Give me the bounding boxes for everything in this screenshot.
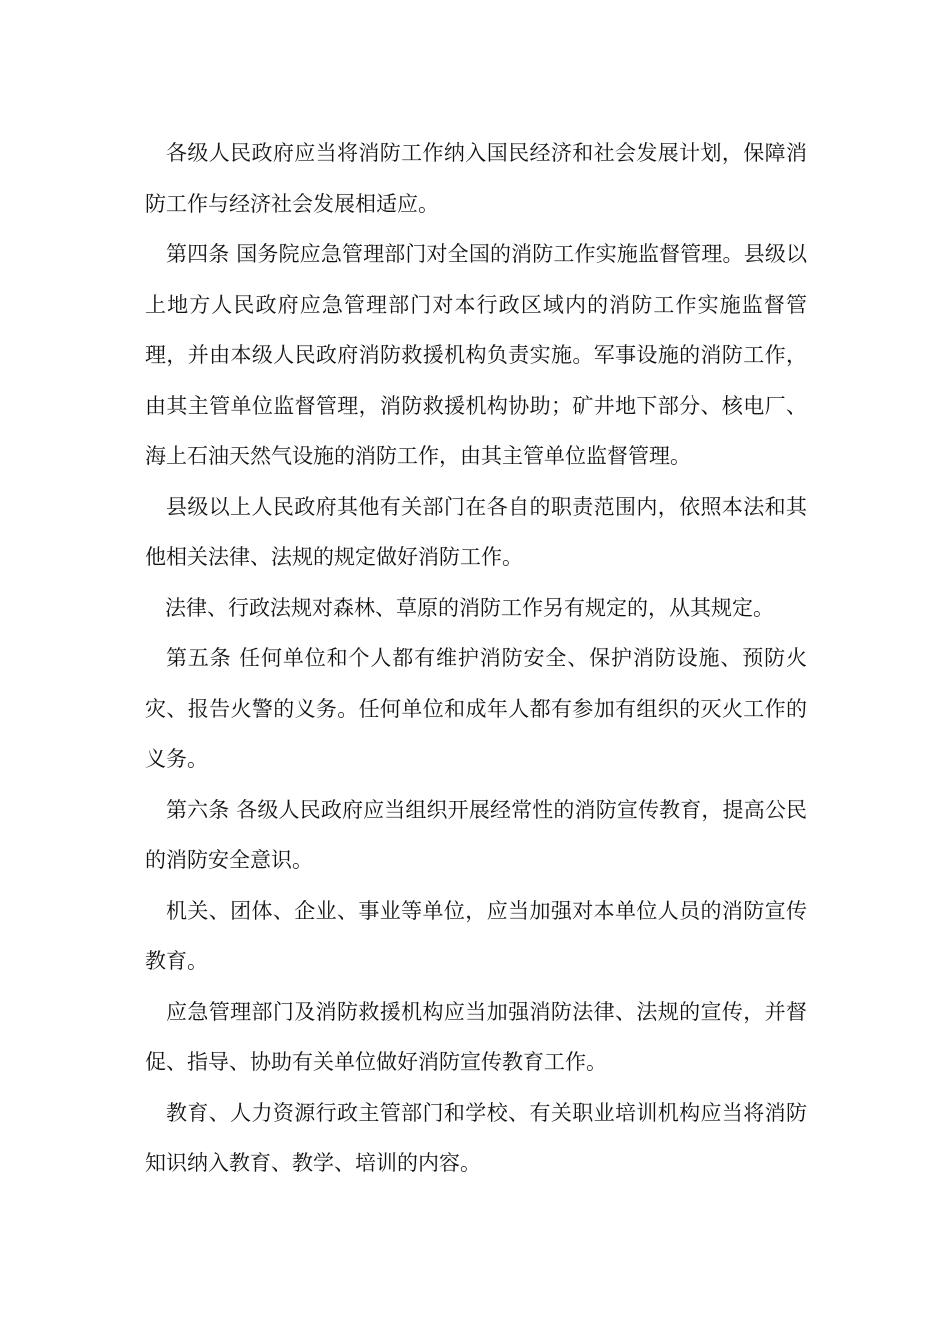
document-body (145, 128, 807, 1189)
paragraph-article-4: 第四条 国务院应急管理部门对全国的消防工作实施监督管理。县级以上地方人民政府应急管理部门对本行政区域内的消防工作实施监督管理，并由本级人民政府消防救援机构负责实施。军事设施的消防工作，由其主管单位监督管理，消防救援机构协助；矿井地下部分、核电厂、海上石油天然气设施的消防工作，由其主管单位监督管理。 (145, 242, 807, 468)
paragraph-7: 机关、团体、企业、事业等单位，应当加强对本单位人员的消防宣传教育。 (145, 898, 807, 973)
paragraph-9: 教育、人力资源行政主管部门和学校、有关职业培训机构应当将消防知识纳入教育、教学、培训的内容。 (145, 1100, 807, 1175)
paragraph-1: 各级人民政府应当将消防工作纳入国民经济和社会发展计划，保障消防工作与经济社会发展相适应。 (145, 141, 807, 216)
paragraph-8: 应急管理部门及消防救援机构应当加强消防法律、法规的宣传，并督促、指导、协助有关单位做好消防宣传教育工作。 (145, 999, 807, 1074)
paragraph-article-6: 第六条 各级人民政府应当组织开展经常性的消防宣传教育，提高公民的消防安全意识。 (145, 797, 807, 872)
paragraph-article-5: 第五条 任何单位和个人都有维护消防安全、保护消防设施、预防火灾、报告火警的义务。任何单位和成年人都有参加有组织的灭火工作的义务。 (145, 646, 807, 771)
paragraph-4: 法律、行政法规对森林、草原的消防工作另有规定的，从其规定。 (165, 595, 774, 620)
paragraph-3: 县级以上人民政府其他有关部门在各自的职责范围内，依照本法和其他相关法律、法规的规定做好消防工作。 (145, 494, 807, 569)
